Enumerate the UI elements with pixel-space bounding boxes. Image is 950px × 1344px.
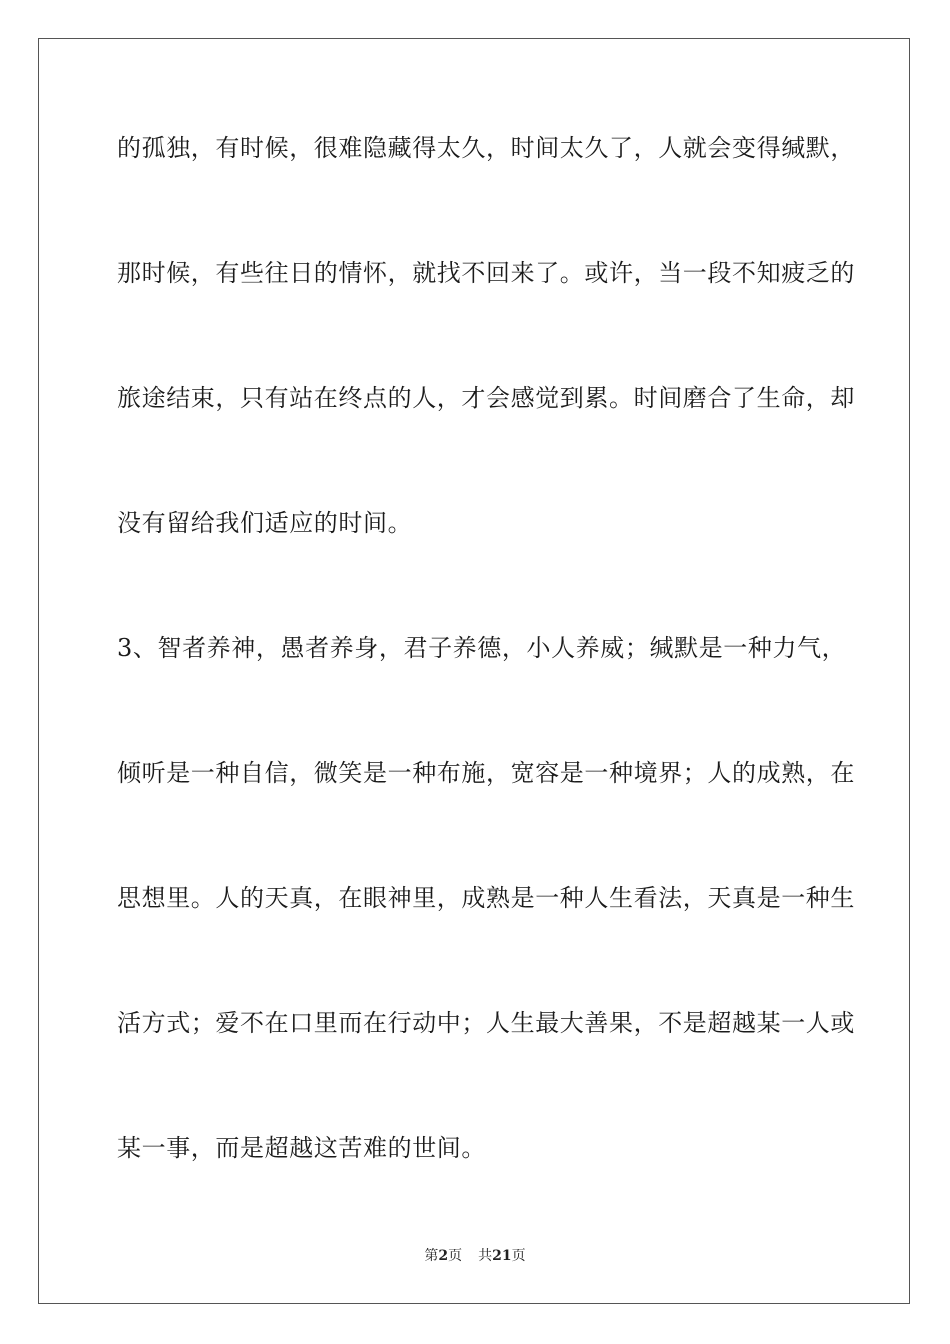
text-line: 某一事，而是超越这苦难的世间。 <box>117 1134 486 1162</box>
text-line: 没有留给我们适应的时间。 <box>117 509 413 537</box>
text-line: 3、智者养神，愚者养身，君子养德，小人养威；缄默是一种力气， <box>117 634 847 662</box>
page-footer <box>0 1246 950 1266</box>
text-line: 活方式；爱不在口里而在行动中；人生最大善果，不是超越某一人或 <box>117 1009 855 1037</box>
text-line: 思想里。人的天真，在眼神里，成熟是一种人生看法，天真是一种生 <box>117 884 855 912</box>
total-prefix: 共 <box>478 1248 493 1264</box>
page-suffix: 页 <box>448 1248 463 1264</box>
text-line: 的孤独，有时候，很难隐藏得太久，时间太久了，人就会变得缄默， <box>117 134 855 162</box>
page-prefix: 第 <box>424 1248 439 1264</box>
page-border <box>38 38 910 1304</box>
page-number: 2 <box>438 1248 449 1264</box>
total-suffix: 页 <box>511 1248 526 1264</box>
text-line: 那时候，有些往日的情怀，就找不回来了。或许，当一段不知疲乏的 <box>117 259 855 287</box>
text-line: 旅途结束，只有站在终点的人，才会感觉到累。时间磨合了生命，却 <box>117 384 855 412</box>
text-line: 倾听是一种自信，微笑是一种布施，宽容是一种境界；人的成熟，在 <box>117 759 855 787</box>
total-pages: 21 <box>492 1248 512 1264</box>
